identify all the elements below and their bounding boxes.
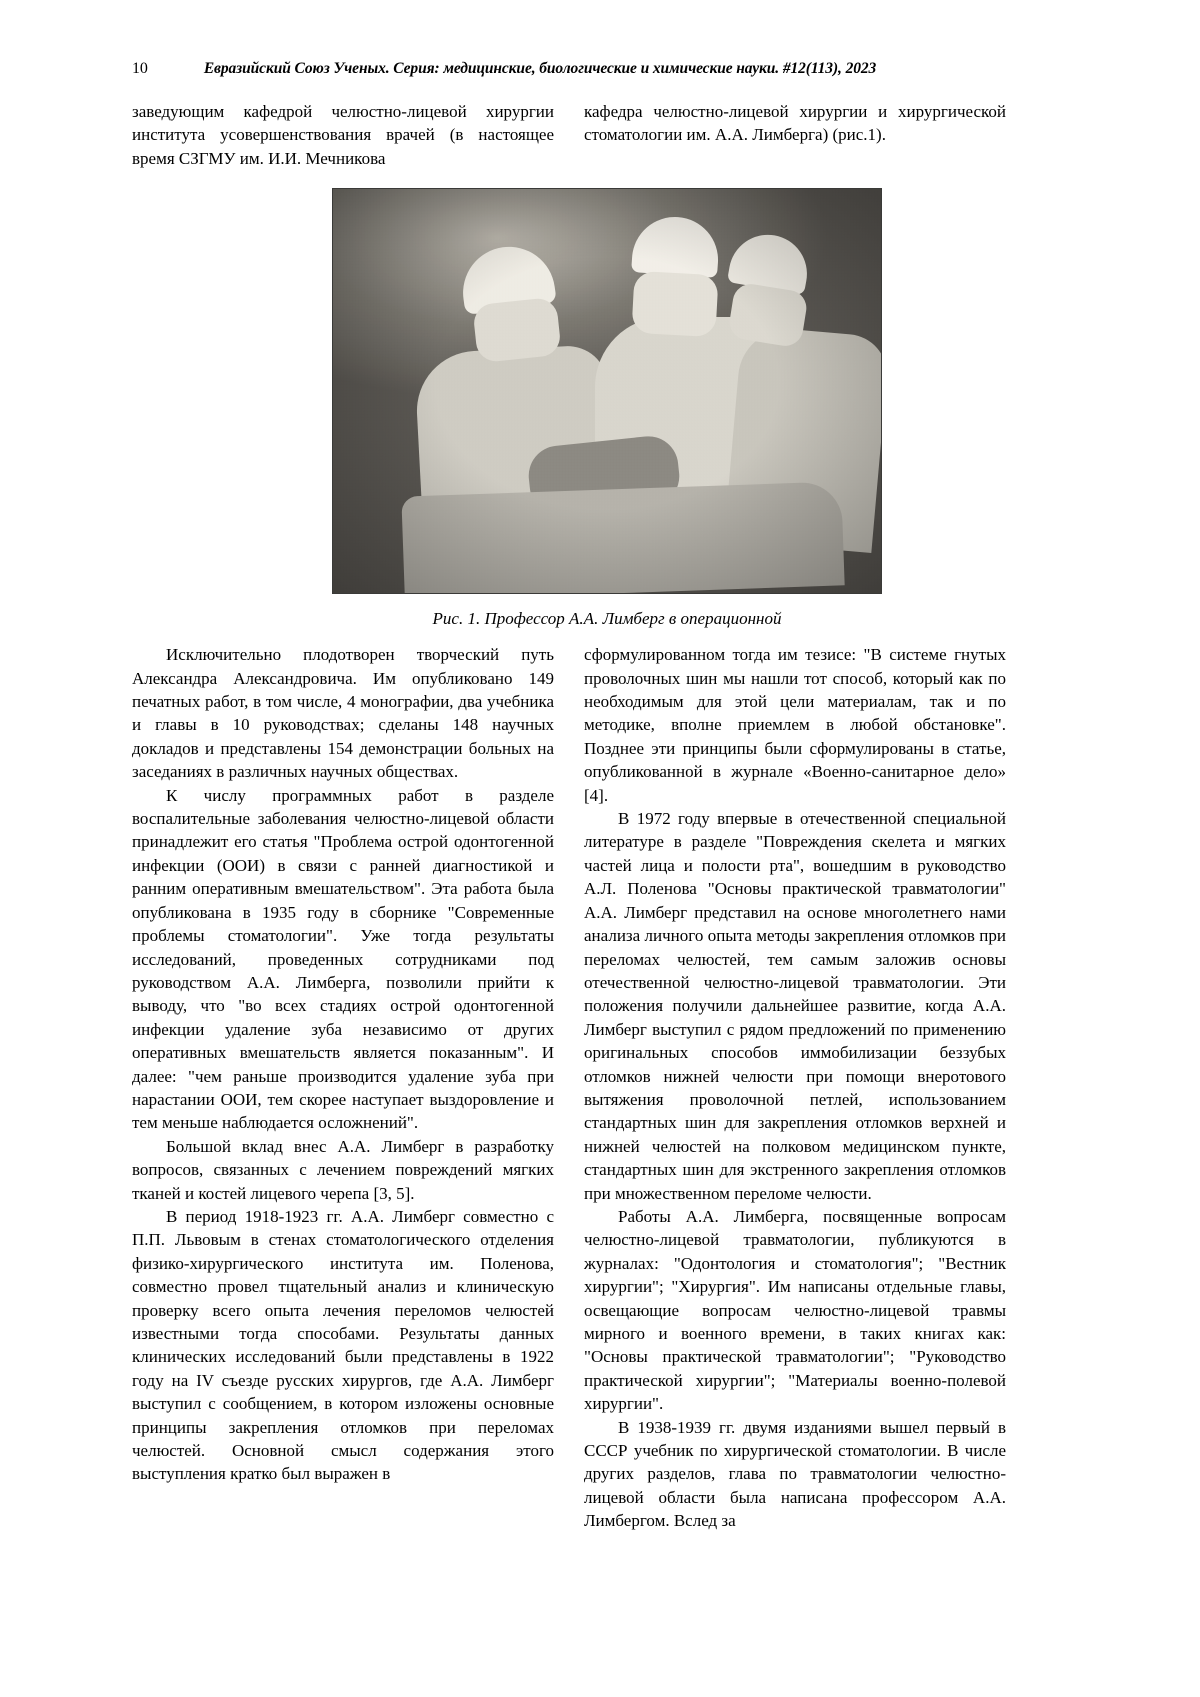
paragraph: В 1938-1939 гг. двумя изданиями вышел первый в СССР учебник по хирургической стоматологии. В числе других разделов, глава по травматологии челюстно-лицевой области была написана профессором А.А. Лимбергом. Вслед за <box>584 1417 1006 1531</box>
page-number: 10 <box>132 60 148 77</box>
figure-image <box>332 188 882 594</box>
paragraph: кафедра челюстно-лицевой хирургии и хирургической стоматологии им. А.А. Лимберга) (рис.1). <box>584 102 1006 145</box>
paragraph: сформулированном тогда им тезисе: "В системе гнутых проволочных шин мы нашли тот способ, который как по необходимым для этой цели материалам, так и по методике, вполне приемлем в любой обстановке". Позднее эти принципы были сформулированы в статье, опубликованной в журнале «Военно-санитарное дело» [4]. <box>584 645 1006 805</box>
figure-caption: Рис. 1. Профессор А.А. Лимберг в операционной <box>432 609 782 629</box>
body-right-column <box>584 643 1006 1532</box>
paragraph: В 1972 году впервые в отечественной специальной литературе в разделе "Повреждения скелета и мягких частей лица и полости рта", вошедшим в руководство А.Л. Поленова "Основы практической травматологии" А.А. Лимберг представил на основе многолетнего нами анализа личного опыта методы закрепления отломков при переломах челюстей, тем самым заложив основы отечественной челюстно-лицевой травматологии. Эти положения получили дальнейшее развитие, когда А.А. Лимберг выступил с рядом предложений по применению оригинальных способов иммобилизации беззубых отломков нижней челюсти при помощи внеротового вытяжения проволочной петлей, использованием стандартных шин для закрепления отломков верхней и нижней челюстей на полковом медицинском пункте, стандартных шин для экстренного закрепления отломков при множественном переломе челюсти. <box>584 809 1006 1203</box>
paragraph: В период 1918-1923 гг. А.А. Лимберг совместно с П.П. Львовым в стенах стоматологического отделения физико-хирургического института им. Поленова, совместно провел тщательный анализ и клиническую проверку всего опыта лечения переломов челюстей известными тогда способами. Результаты данных клинических исследований были представлены в 1922 году на IV съезде русских хирургов, где А.А. Лимберг выступил с сообщением, в котором изложены основные принципы закрепления отломков при переломах челюстей. Основной смысл содержания этого выступления кратко был выражен в <box>132 1206 554 1484</box>
page-header <box>132 60 1082 86</box>
photo-vignette <box>333 189 881 593</box>
figure <box>132 188 1082 629</box>
top-right-column <box>584 100 1006 170</box>
body-left-column <box>132 643 554 1532</box>
paragraph: К числу программных работ в разделе воспалительные заболевания челюстно-лицевой области принадлежит его статья "Проблема острой одонтогенной инфекции (ООИ) в связи с ранней диагностикой и ранним оперативным вмешательством". Эта работа была опубликована в 1935 году в сборнике "Современные проблемы стоматологии". Уже тогда результаты исследований, проведенных сотрудниками под руководством А.А. Лимберга, позволили прийти к выводу, что "во всех стадиях острой одонтогенной инфекции удаление зуба независимо от других оперативных вмешательств является показанным". И далее: "чем раньше производится удаление зуба при нарастании ООИ, тем скорее наступает выздоровление и тем меньше наблюдается осложнений". <box>132 785 554 1133</box>
paragraph: заведующим кафедрой челюстно-лицевой хирургии института усовершенствования врачей (в настоящее время СЗГМУ им. И.И. Мечникова <box>132 102 554 168</box>
paragraph: Работы А.А. Лимберга, посвященные вопросам челюстно-лицевой травматологии, публикуются в журналах: "Одонтология и стоматология"; "Вестник хирургии"; "Хирургия". Им написаны отдельные главы, освещающие вопросам челюстно-лицевой травмы мирного и военного времени, в таких книгах как: "Основы практической травматологии"; "Руководство практической хирургии"; "Материалы военно-полевой хирургии". <box>584 1206 1006 1414</box>
top-columns <box>132 100 1082 170</box>
body-columns <box>132 643 1082 1532</box>
paragraph: Исключительно плодотворен творческий путь Александра Александровича. Им опубликовано 149 печатных работ, в том числе, 4 монографии, два учебника и главы в 10 руководствах; сделаны 148 научных докладов и представлены 154 демонстрации больных на заседаниях в различных научных обществах. <box>132 645 554 782</box>
paragraph: Большой вклад внес А.А. Лимберг в разработку вопросов, связанных с лечением повреждений мягких тканей и костей лицевого черепа [3, 5]. <box>132 1136 554 1203</box>
top-left-column <box>132 100 554 170</box>
running-title: Евразийский Союз Ученых. Серия: медицинские, биологические и химические науки. #12(113), 2023 <box>203 60 877 77</box>
